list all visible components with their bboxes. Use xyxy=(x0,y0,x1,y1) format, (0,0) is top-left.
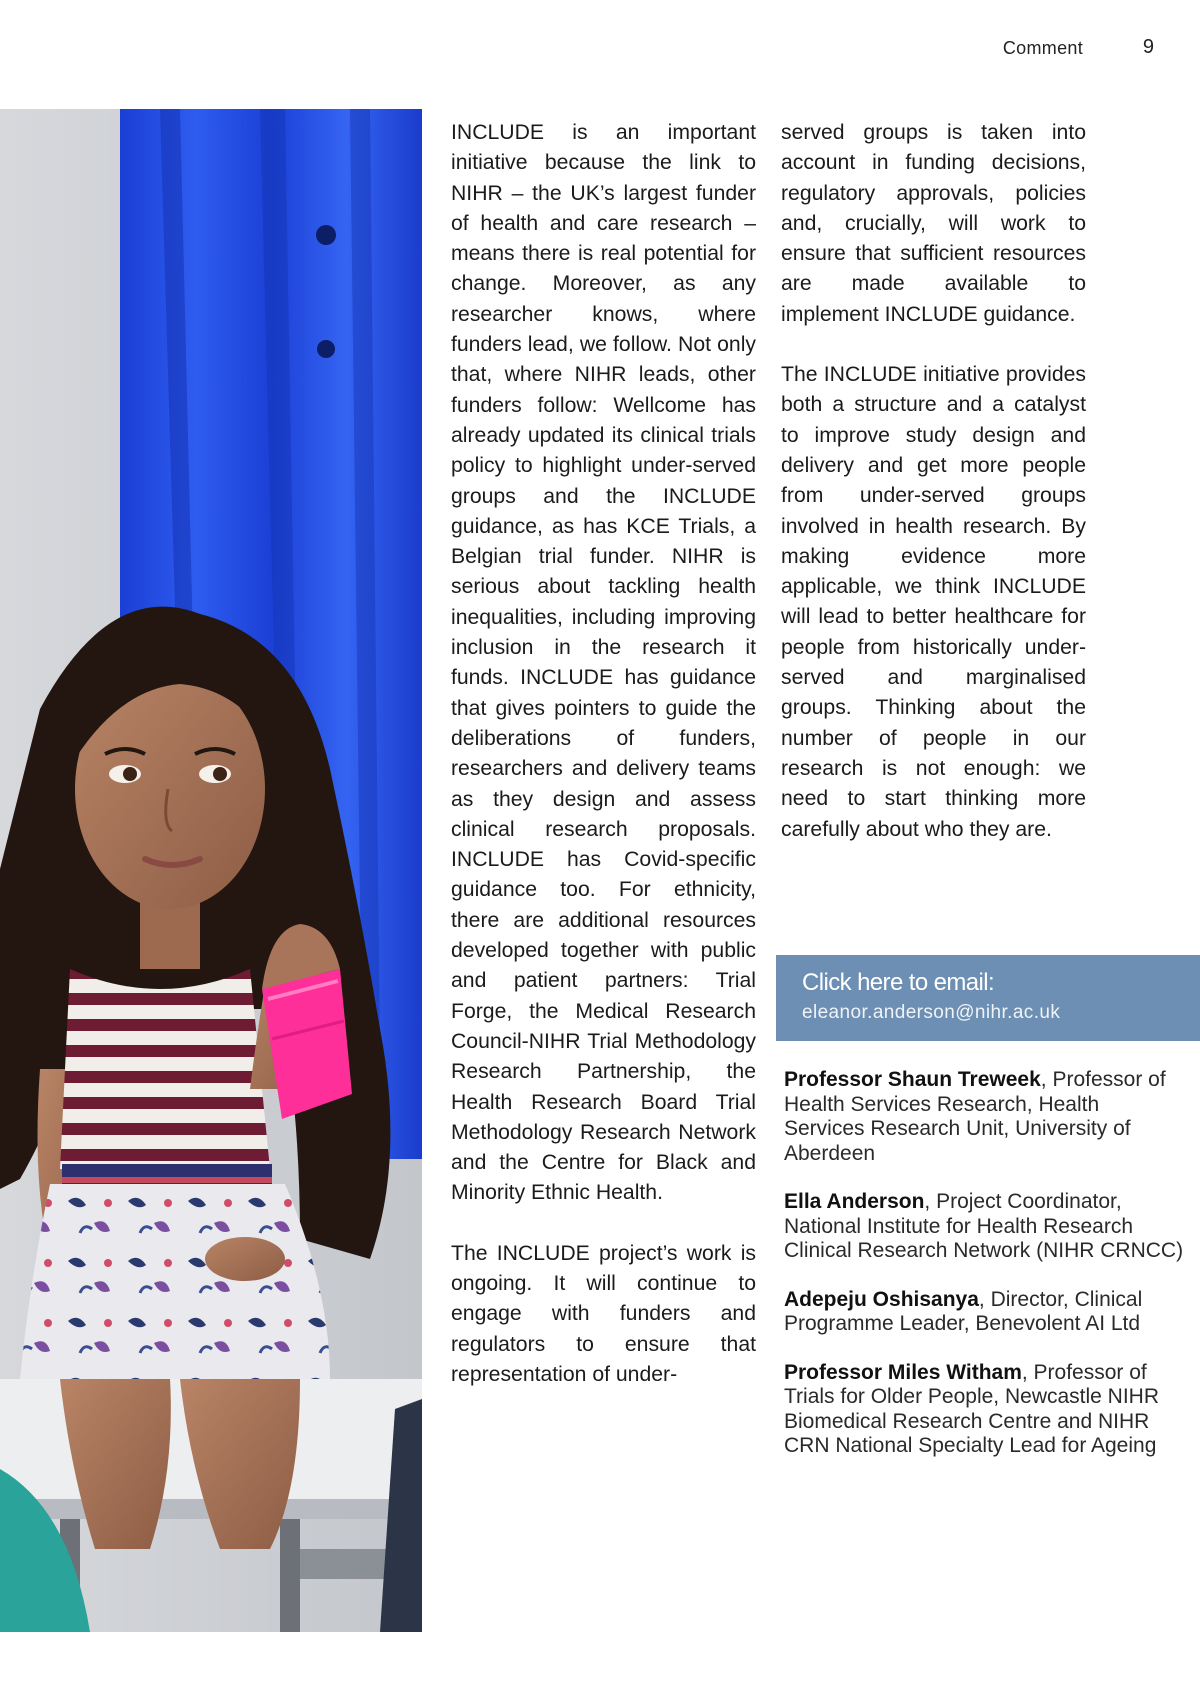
body-paragraph: The INCLUDE project’s work is ongoing. It will continue to engage with funders and regulators to ensure that representation of under- xyxy=(451,1241,756,1386)
author-name: Professor Miles Witham xyxy=(784,1360,1022,1384)
author-role: , Director, Clinical Programme Leader, Benevolent AI Ltd xyxy=(784,1287,1143,1335)
author-name: Adepeju Oshisanya xyxy=(784,1287,979,1311)
author-list xyxy=(784,1068,1184,1483)
author-entry xyxy=(784,1068,1184,1166)
email-contact-box[interactable] xyxy=(776,955,1200,1041)
author-name: Professor Shaun Treweek xyxy=(784,1068,1041,1091)
page-header xyxy=(0,36,1200,66)
page-number: 9 xyxy=(1142,36,1154,58)
email-label: Click here to email: xyxy=(802,969,995,996)
author-entry xyxy=(784,1361,1184,1459)
author-entry xyxy=(784,1288,1184,1337)
section-label: Comment xyxy=(1002,38,1083,58)
author-name: Ella Anderson xyxy=(784,1190,925,1213)
body-paragraph: The INCLUDE initiative provides both a structure and a catalyst to improve study design and delivery and get more people from under-served groups involved in health research. By making evidence more applicable, we think INCLUDE will lead to better healthcare for people from historically under-served and marginalised groups. Thinking about the number of people in our research is not enough: we need to start thinking more carefully about who they are. xyxy=(781,363,1086,841)
body-paragraph: served groups is taken into account in funding decisions, regulatory approvals, policies and, crucially, will work to ensure that sufficient resources are made available to implement INCLUDE guidance. xyxy=(781,121,1086,326)
body-paragraph: INCLUDE is an important initiative because the link to NIHR – the UK’s largest funder of health and care research – means there is real potential for change. Moreover, as any researcher knows, where funders lead, we follow. Not only that, where NIHR leads, other funders follow: Wellcome has already updated its clinical trials policy to highlight under-served groups and the INCLUDE guidance, as has KCE Trials, a Belgian trial funder. NIHR is serious about tackling health inequalities, including improving inclusion in the research it funds. INCLUDE has guidance that gives pointers to guide the deliberations of funders, researchers and delivery teams as they design and assess clinical research proposals. INCLUDE has Covid-specific guidance too. For ethnicity, there are additional resources developed together with public and patient partners: Trial Forge, the Medical Research Council-NIHR Trial Methodology Research Partnership, the Health Research Board Trial Methodology Research Network and the Centre for Black and Minority Ethnic Health. xyxy=(451,121,756,1205)
author-role: , Project Coordinator, National Institute for Health Research Clinical Research Network (NIHR CRNCC) xyxy=(784,1190,1184,1262)
author-role: , Professor of Health Services Research, Health Services Research Unit, University of Aberdeen xyxy=(784,1068,1166,1165)
author-role: , Professor of Trials for Older People, Newcastle NIHR Biomedical Research Centre and NIHR CRN National Specialty Lead for Ageing xyxy=(784,1360,1160,1457)
hero-photo xyxy=(0,109,422,1632)
girl-in-clinic-illustration xyxy=(0,109,422,1632)
email-link[interactable]: eleanor.anderson@nihr.ac.uk xyxy=(802,1002,1061,1023)
author-entry xyxy=(784,1190,1184,1264)
article-column-2 xyxy=(781,118,1086,875)
article-column-1 xyxy=(451,118,756,1420)
